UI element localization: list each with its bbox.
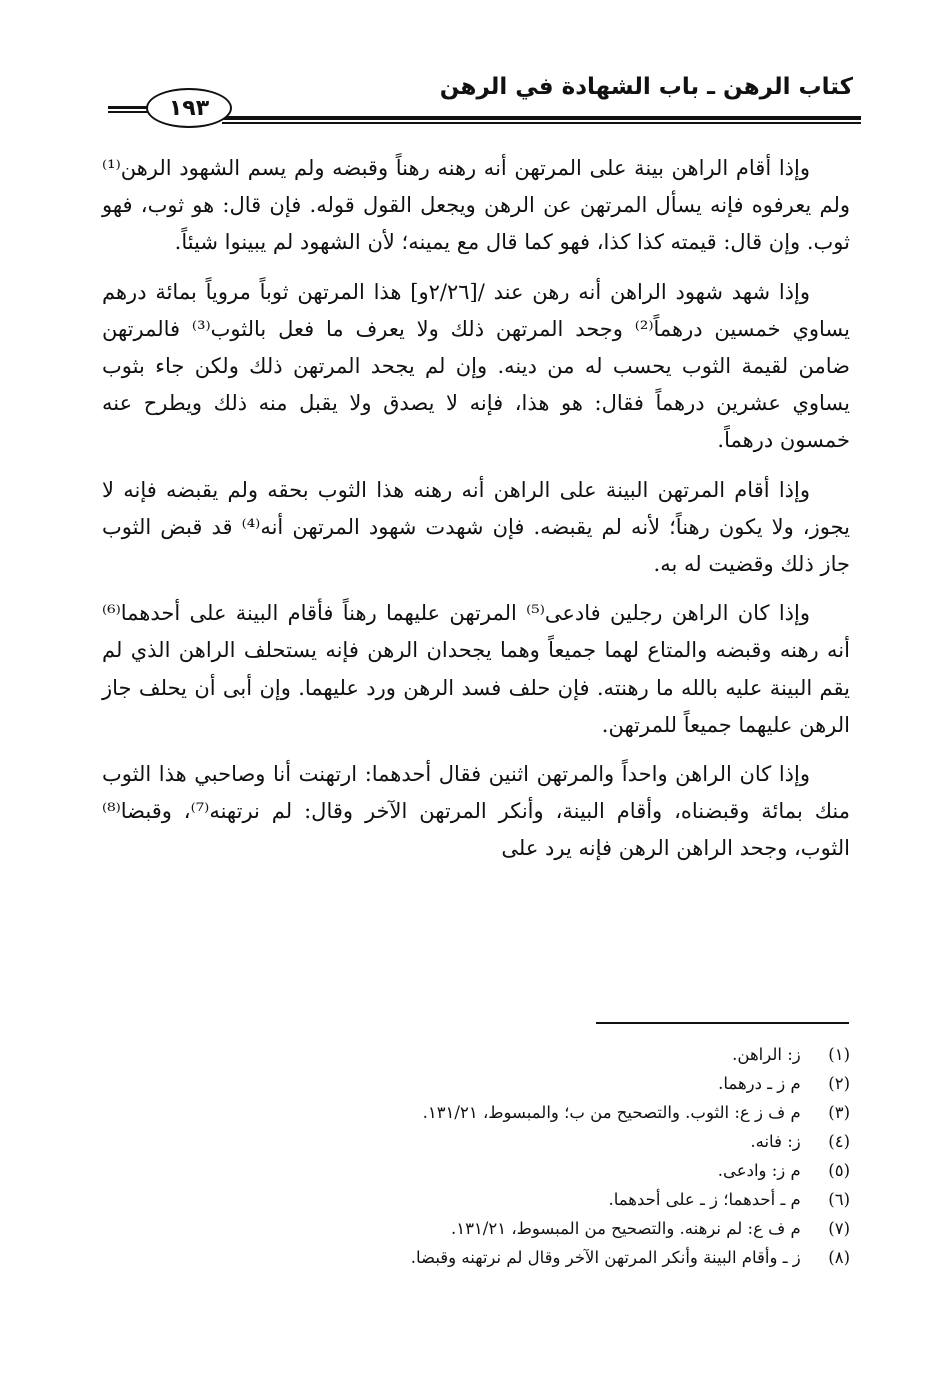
footnote-text: ز ـ وأقام البينة وأنكر المرتهن الآخر وقال لم نرتهنه وقبضا. (410, 1248, 801, 1267)
footnote-text: م ـ أحدهما؛ ز ـ على أحدهما. (608, 1190, 801, 1209)
paragraph: وإذا كان الراهن واحداً والمرتهن اثنين فقال أحدهما: ارتهنت أنا وصاحبي هذا الثوب منك بمائة وقبضناه، وأقام البينة، وأنكر المرتهن الآخر وقال: لم نرتهنه⁽⁷⁾، وقبضا⁽⁸⁾ الثوب، وجحد الراهن الرهن فإنه يرد على (102, 762, 850, 861)
main-text (102, 150, 850, 880)
footnote-number: (١) (828, 1045, 850, 1064)
footnote-text: ز: الراهن. (732, 1045, 801, 1064)
footnote-text: ز: فانه. (750, 1132, 801, 1151)
footnote (150, 1243, 850, 1272)
chapter-title: كتاب الرهن ـ باب الشهادة في الرهن (439, 74, 853, 100)
header-rule-left-thin (108, 111, 148, 113)
footnote-number: (٣) (828, 1103, 850, 1122)
footnote (150, 1185, 850, 1214)
footnote-text: م ز: وادعى. (717, 1161, 801, 1180)
footnote-number: (٨) (828, 1248, 850, 1267)
paragraph: وإذا كان الراهن رجلين فادعى⁽⁵⁾ المرتهن عليهما رهناً فأقام البينة على أحدهما⁽⁶⁾ أنه رهنه وقبضه والمتاع لهما جميعاً وهما يجحدان الرهن فإنه يستحلف الراهن الذي لم يقم البينة عليه بالله ما رهنته. فإن حلف فسد الرهن ورد عليهما. وإن أبى أن يحلف جاز الرهن عليهما جميعاً للمرتهن. (102, 601, 850, 737)
footnote-text: م ف ع: لم نرهنه. والتصحيح من المبسوط، ١٣١/٢١. (450, 1219, 801, 1238)
page-number-text: ١٩٣ (168, 95, 210, 121)
footnote-separator (596, 1022, 849, 1024)
footnote (150, 1156, 850, 1185)
footnote (150, 1069, 850, 1098)
footnote (150, 1214, 850, 1243)
footnote (150, 1040, 850, 1069)
header-rule-thin (222, 122, 861, 124)
footnote-text: م ف ز ع: الثوب. والتصحيح من ب؛ والمبسوط، ١٣١/٢١. (422, 1103, 801, 1122)
footnote-number: (٥) (828, 1161, 850, 1180)
header-rule-left (108, 106, 148, 109)
footnote (150, 1098, 850, 1127)
paragraph: وإذا أقام الراهن بينة على المرتهن أنه رهنه رهناً وقبضه ولم يسم الشهود الرهن⁽¹⁾ ولم يعرفوه فإنه يسأل المرتهن عن الرهن ويجعل القول قوله. فإن قال: هو ثوب، فهو ثوب. وإن قال: قيمته كذا كذا، فهو كما قال مع يمينه؛ لأن الشهود لم يبينوا شيئاً. (102, 156, 850, 255)
footnote-number: (٢) (828, 1074, 850, 1093)
footnote-text: م ز ـ درهما. (718, 1074, 801, 1093)
paragraph: وإذا أقام المرتهن البينة على الراهن أنه رهنه هذا الثوب بحقه ولم يقبضه فإنه لا يجوز، ولا يكون رهناً؛ لأنه لم يقبضه. فإن شهدت شهود المرتهن أنه⁽⁴⁾ قد قبض الثوب جاز ذلك وقضيت له به. (102, 477, 850, 577)
footnotes (150, 1040, 850, 1272)
page-number (146, 88, 232, 128)
header-rule (222, 116, 861, 120)
footnote-number: (٧) (828, 1219, 850, 1238)
paragraph: وإذا شهد شهود الراهن أنه رهن عند /[٢/٢٦و] هذا المرتهن ثوباً مروياً بمائة درهم يساوي خمسين درهماً⁽²⁾ وجحد المرتهن ذلك ولا يعرف ما فعل بالثوب⁽³⁾ فالمرتهن ضامن لقيمة الثوب يحسب له من دينه. وإن لم يجحد المرتهن ذلك ولكن جاء بثوب يساوي عشرين درهماً فقال: هو هذا، فإنه لا يصدق ولا يقبل منه ذلك ويطرح عنه خمسون درهماً. (102, 279, 851, 453)
footnote (150, 1127, 850, 1156)
footnote-number: (٦) (828, 1190, 850, 1209)
footnote-number: (٤) (828, 1132, 850, 1151)
